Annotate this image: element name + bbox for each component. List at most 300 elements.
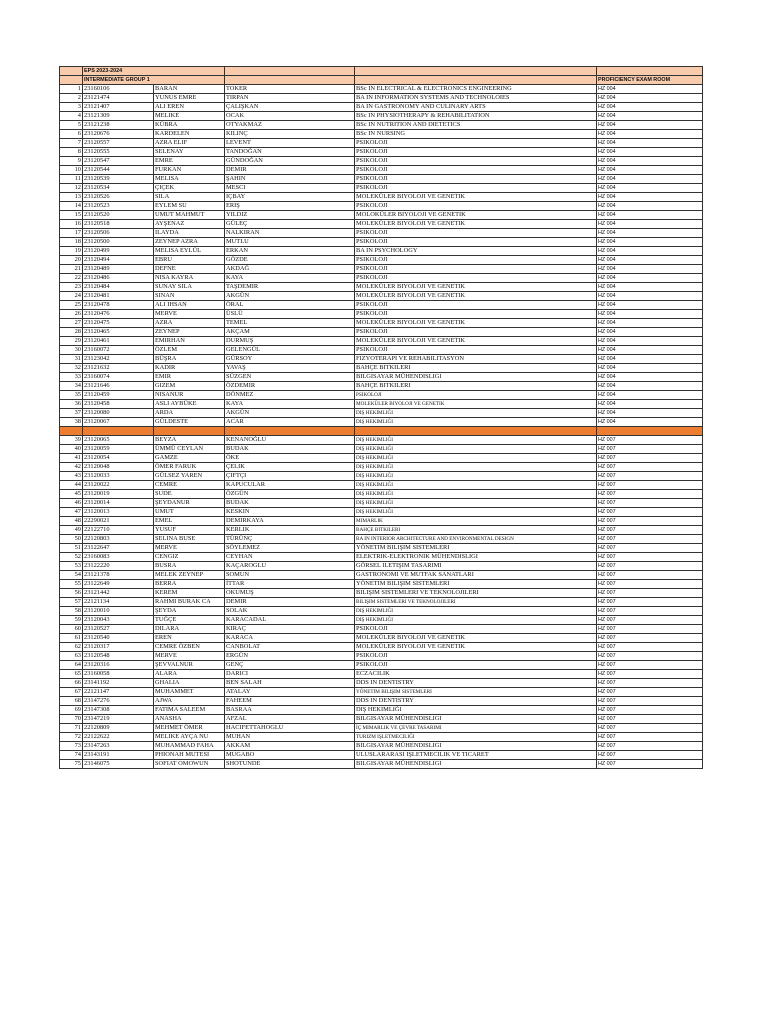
row-number: 50 [60, 535, 83, 544]
exam-room: HZ 004 [597, 103, 703, 112]
table-row [60, 598, 703, 607]
exam-room: HZ 004 [597, 121, 703, 130]
first-name: GIZEM [154, 382, 225, 391]
row-number: 13 [60, 193, 83, 202]
exam-room: HZ 007 [597, 481, 703, 490]
program-name: BAHÇE BITKILERI [355, 526, 597, 535]
table-row [60, 436, 703, 445]
last-name: KERLIK [225, 526, 355, 535]
student-id: 23121238 [83, 121, 154, 130]
student-id: 23120557 [83, 139, 154, 148]
exam-room: HZ 004 [597, 355, 703, 364]
program-name: ELEKTRIK-ELEKTRONIK MÜHENDISLIGI [355, 553, 597, 562]
program-name: PSIKOLOJI [355, 265, 597, 274]
student-id: 22122622 [83, 733, 154, 742]
exam-room: HZ 007 [597, 661, 703, 670]
student-id: 23160058 [83, 670, 154, 679]
student-id: 23120067 [83, 418, 154, 427]
exam-room: HZ 007 [597, 616, 703, 625]
row-number: 71 [60, 724, 83, 733]
program-name: DDS IN DENTISTRY [355, 679, 597, 688]
exam-room: HZ 004 [597, 148, 703, 157]
exam-room: HZ 004 [597, 301, 703, 310]
first-name: GÜLSEZ YAREN [154, 472, 225, 481]
first-name: YUSUF [154, 526, 225, 535]
first-name: EMIR [154, 373, 225, 382]
first-name: FURKAN [154, 166, 225, 175]
student-id: 23121309 [83, 112, 154, 121]
program-name: PSIKOLOJI [355, 661, 597, 670]
first-name: ÜMMÜ CEYLAN [154, 445, 225, 454]
last-name: MUHAN [225, 733, 355, 742]
table-row [60, 112, 703, 121]
last-name: BUDAK [225, 499, 355, 508]
row-number: 32 [60, 364, 83, 373]
program-name: BSc IN NURSING [355, 130, 597, 139]
row-number: 64 [60, 661, 83, 670]
first-name: ALI IHSAN [154, 301, 225, 310]
row-number: 9 [60, 157, 83, 166]
exam-room: HZ 007 [597, 742, 703, 751]
last-name: OCAK [225, 112, 355, 121]
last-name: AKKAM [225, 742, 355, 751]
table-row [60, 337, 703, 346]
row-number: 28 [60, 328, 83, 337]
row-number: 42 [60, 463, 83, 472]
last-name: NALKIRAN [225, 229, 355, 238]
first-name: SUNAY SILA [154, 283, 225, 292]
exam-room: HZ 007 [597, 553, 703, 562]
row-number: 44 [60, 481, 83, 490]
exam-room: HZ 007 [597, 490, 703, 499]
last-name: DARICI [225, 670, 355, 679]
exam-room: HZ 004 [597, 319, 703, 328]
table-row [60, 94, 703, 103]
table-row [60, 310, 703, 319]
exam-room: HZ 007 [597, 715, 703, 724]
student-id: 23143191 [83, 751, 154, 760]
row-number: 75 [60, 760, 83, 769]
exam-room: HZ 004 [597, 193, 703, 202]
first-name: SELENAY [154, 148, 225, 157]
table-row [60, 373, 703, 382]
last-name: SHOTUNDE [225, 760, 355, 769]
program-name: BILGISAYAR MÜHENDISLIGI [355, 742, 597, 751]
last-name: GÖZDE [225, 256, 355, 265]
first-name: BUSRA [154, 562, 225, 571]
row-number: 15 [60, 211, 83, 220]
first-name: ZEYNEP [154, 328, 225, 337]
last-name: GENÇ [225, 661, 355, 670]
table-row [60, 256, 703, 265]
exam-room: HZ 007 [597, 760, 703, 769]
exam-room: HZ 007 [597, 562, 703, 571]
last-name: ÖRAL [225, 301, 355, 310]
table-row [60, 274, 703, 283]
first-name: ARDA [154, 409, 225, 418]
program-name: BA IN INTERIOR ARCHITECTURE AND ENVIRONMENTAL DESIGN [355, 535, 597, 544]
program-name: DIŞ HEKIMLIĞI [355, 472, 597, 481]
table-row [60, 544, 703, 553]
program-name: PSIKOLOJI [355, 328, 597, 337]
program-name: YÖNETIM BILIŞIM SISTEMLERI [355, 688, 597, 697]
program-name: DIŞ HEKIMLIĞI [355, 490, 597, 499]
exam-room: HZ 007 [597, 643, 703, 652]
row-number: 1 [60, 85, 83, 94]
row-number: 19 [60, 247, 83, 256]
student-id: 23120523 [83, 202, 154, 211]
program-name: PSIKOLOJI [355, 391, 597, 400]
program-name: MOLEKÜLER BIYOLOJI VE GENETIK [355, 400, 597, 409]
program-name: TURIZM IŞLETMECILIĞI [355, 733, 597, 742]
student-id: 23120478 [83, 301, 154, 310]
student-id: 23120476 [83, 310, 154, 319]
program-name: DIŞ HEKIMLIĞI [355, 499, 597, 508]
first-name: TUĞÇE [154, 616, 225, 625]
student-id: 22120803 [83, 535, 154, 544]
first-name: DILARA [154, 625, 225, 634]
exam-room: HZ 004 [597, 220, 703, 229]
program-name: BILGISAYAR MÜHENDISLIGI [355, 373, 597, 382]
student-id: 23120486 [83, 274, 154, 283]
row-number: 33 [60, 373, 83, 382]
exam-room: HZ 004 [597, 139, 703, 148]
row-number: 11 [60, 175, 83, 184]
last-name: CANBOLAT [225, 643, 355, 652]
first-name: ILAYDA [154, 229, 225, 238]
first-name: GAMZE [154, 454, 225, 463]
exam-room: HZ 004 [597, 364, 703, 373]
table-row [60, 742, 703, 751]
table-row [60, 472, 703, 481]
last-name: IÇBAY [225, 193, 355, 202]
table-row [60, 697, 703, 706]
row-number: 25 [60, 301, 83, 310]
table-row [60, 463, 703, 472]
row-number: 51 [60, 544, 83, 553]
last-name: AKDAĞ [225, 265, 355, 274]
exam-room: HZ 004 [597, 382, 703, 391]
student-id: 22120809 [83, 724, 154, 733]
program-name: DDS IN DENTISTRY [355, 697, 597, 706]
row-number: 48 [60, 517, 83, 526]
exam-room: HZ 004 [597, 247, 703, 256]
table-row [60, 679, 703, 688]
student-id: 23120475 [83, 319, 154, 328]
last-name: ŞAHIN [225, 175, 355, 184]
table-row [60, 733, 703, 742]
last-name: KARACA [225, 634, 355, 643]
exam-room: HZ 004 [597, 157, 703, 166]
program-name: BSc IN PHYSIOTHERAPY & REHABILITATION [355, 112, 597, 121]
student-id: 23121646 [83, 382, 154, 391]
row-number: 69 [60, 706, 83, 715]
student-id: 23160072 [83, 346, 154, 355]
exam-room: HZ 004 [597, 373, 703, 382]
table-row [60, 175, 703, 184]
table-row [60, 580, 703, 589]
last-name: İTTAR [225, 580, 355, 589]
exam-room: HZ 004 [597, 184, 703, 193]
table-row [60, 535, 703, 544]
last-name: GELENGÜL [225, 346, 355, 355]
program-name: PSIKOLOJI [355, 256, 597, 265]
first-name: RAHMI BURAK CA [154, 598, 225, 607]
last-name: ÇALIŞKAN [225, 103, 355, 112]
program-name: PSIKOLOJI [355, 625, 597, 634]
student-id: 23120555 [83, 148, 154, 157]
header-title-row [60, 67, 703, 76]
program-name: PSIKOLOJI [355, 301, 597, 310]
program-name: DIŞ HEKIMLIĞI [355, 463, 597, 472]
program-name: DIŞ HEKIMLIĞI [355, 508, 597, 517]
last-name: MESCI [225, 184, 355, 193]
last-name: OTYAKMAZ [225, 121, 355, 130]
student-id: 23120548 [83, 652, 154, 661]
table-row [60, 616, 703, 625]
first-name: SOFIAT OMOWUN [154, 760, 225, 769]
first-name: EMEL [154, 517, 225, 526]
first-name: ALI EREN [154, 103, 225, 112]
first-name: ALARA [154, 670, 225, 679]
row-number: 12 [60, 184, 83, 193]
first-name: DEFNE [154, 265, 225, 274]
program-name: PSIKOLOJI [355, 166, 597, 175]
table-row [60, 292, 703, 301]
last-name: KAYA [225, 400, 355, 409]
first-name: AYŞENAZ [154, 220, 225, 229]
first-name: ÇIÇEK [154, 184, 225, 193]
program-name: MOLEKÜLER BIYOLOJI VE GENETIK [355, 337, 597, 346]
row-number: 54 [60, 571, 83, 580]
program-name: DIŞ HEKIMLIĞI [355, 607, 597, 616]
student-id: 23120080 [83, 409, 154, 418]
student-id: 23120316 [83, 661, 154, 670]
last-name: LEVENT [225, 139, 355, 148]
first-name: EREN [154, 634, 225, 643]
table-row [60, 418, 703, 427]
last-name: BUDAK [225, 445, 355, 454]
student-id: 23123042 [83, 355, 154, 364]
first-name: UMUT MAHMUT [154, 211, 225, 220]
group-separator [60, 427, 703, 436]
student-id: 23120539 [83, 175, 154, 184]
row-number: 36 [60, 400, 83, 409]
row-number: 16 [60, 220, 83, 229]
first-name: GHALIA [154, 679, 225, 688]
student-id: 23120506 [83, 229, 154, 238]
first-name: CENGIZ [154, 553, 225, 562]
table-row [60, 355, 703, 364]
table-row [60, 121, 703, 130]
first-name: KARDELEN [154, 130, 225, 139]
exam-room: HZ 007 [597, 454, 703, 463]
last-name: HACIFETTAHOGLU [225, 724, 355, 733]
student-id: 23120459 [83, 391, 154, 400]
table-row [60, 103, 703, 112]
row-number: 21 [60, 265, 83, 274]
exam-room: HZ 007 [597, 670, 703, 679]
table-row [60, 364, 703, 373]
exam-room: HZ 004 [597, 418, 703, 427]
exam-room: HZ 007 [597, 751, 703, 760]
student-id: 23120481 [83, 292, 154, 301]
last-name: TAŞDEMIR [225, 283, 355, 292]
program-name: YÖNETIM BILIŞIM SISTEMLERI [355, 580, 597, 589]
table-row [60, 607, 703, 616]
program-name: BSc IN NUTRITION AND DIETETICS [355, 121, 597, 130]
exam-room: HZ 007 [597, 472, 703, 481]
row-number: 14 [60, 202, 83, 211]
table-row [60, 751, 703, 760]
student-id: 23121378 [83, 571, 154, 580]
table-row [60, 409, 703, 418]
program-name: BA IN GASTRONOMY AND CULINARY ARTS [355, 103, 597, 112]
row-number: 30 [60, 346, 83, 355]
row-number: 39 [60, 436, 83, 445]
row-number: 53 [60, 562, 83, 571]
program-name: PSIKOLOJI [355, 139, 597, 148]
table-row [60, 157, 703, 166]
table-row [60, 499, 703, 508]
row-number: 10 [60, 166, 83, 175]
program-name: PSIKOLOJI [355, 346, 597, 355]
student-id: 23120019 [83, 490, 154, 499]
first-name: SINAN [154, 292, 225, 301]
program-name: DIŞ HEKIMLIĞI [355, 454, 597, 463]
last-name: ÜSLÜ [225, 310, 355, 319]
last-name: AKÇAM [225, 328, 355, 337]
row-number: 18 [60, 238, 83, 247]
student-id: 23120520 [83, 211, 154, 220]
last-name: TEMEL [225, 319, 355, 328]
student-id: 23160083 [83, 553, 154, 562]
table-row [60, 715, 703, 724]
program-name: BA IN PSYCHOLOGY [355, 247, 597, 256]
program-name: PSIKOLOJI [355, 184, 597, 193]
exam-room: HZ 004 [597, 94, 703, 103]
row-number: 43 [60, 472, 83, 481]
program-name: MOLEKÜLER BIYOLOJI VE GENETIK [355, 319, 597, 328]
first-name: EMRE [154, 157, 225, 166]
row-number: 47 [60, 508, 83, 517]
first-name: NISANUR [154, 391, 225, 400]
student-id: 23120010 [83, 607, 154, 616]
exam-room: HZ 004 [597, 274, 703, 283]
last-name: ACAR [225, 418, 355, 427]
last-name: ÇIFTÇI [225, 472, 355, 481]
row-number: 5 [60, 121, 83, 130]
last-name: DURMUŞ [225, 337, 355, 346]
row-number: 31 [60, 355, 83, 364]
student-id: 23121632 [83, 364, 154, 373]
student-id: 23120527 [83, 625, 154, 634]
row-number: 22 [60, 274, 83, 283]
program-name: BAHÇE BITKILERI [355, 382, 597, 391]
exam-room: HZ 007 [597, 517, 703, 526]
exam-room: HZ 004 [597, 130, 703, 139]
student-id: 23120043 [83, 616, 154, 625]
table-row [60, 670, 703, 679]
table-row [60, 400, 703, 409]
last-name: DEMIR [225, 166, 355, 175]
program-name: YÖNETIM BILIŞIM SISTEMLERI [355, 544, 597, 553]
exam-room: HZ 004 [597, 265, 703, 274]
first-name: SELINA BUSE [154, 535, 225, 544]
program-name: PSIKOLOJI [355, 175, 597, 184]
program-name: PSIKOLOJI [355, 274, 597, 283]
student-id: 23120534 [83, 184, 154, 193]
student-id: 23147308 [83, 706, 154, 715]
last-name: CEYHAN [225, 553, 355, 562]
last-name: KESKIN [225, 508, 355, 517]
row-number: 46 [60, 499, 83, 508]
first-name: ŞEYDA [154, 607, 225, 616]
student-id: 23120317 [83, 643, 154, 652]
table-row [60, 526, 703, 535]
exam-room: HZ 007 [597, 445, 703, 454]
student-id: 23120518 [83, 220, 154, 229]
row-number: 45 [60, 490, 83, 499]
student-id: 23160074 [83, 373, 154, 382]
last-name: KAÇAROGLU [225, 562, 355, 571]
student-id: 23120540 [83, 634, 154, 643]
student-id: 23160106 [83, 85, 154, 94]
student-id: 23120014 [83, 499, 154, 508]
table-row [60, 589, 703, 598]
row-number: 58 [60, 607, 83, 616]
program-name: DIŞ HEKIMLIĞI [355, 409, 597, 418]
row-number: 62 [60, 643, 83, 652]
program-name: BILGISAYAR MÜHENDISLIGI [355, 715, 597, 724]
row-number: 68 [60, 697, 83, 706]
last-name: OKUMUŞ [225, 589, 355, 598]
first-name: YUNUS EMRE [154, 94, 225, 103]
program-name: İÇ MIMARLIK VE ÇEVRE TASARIMI [355, 724, 597, 733]
exam-room: HZ 007 [597, 679, 703, 688]
exam-room: HZ 004 [597, 328, 703, 337]
program-name: MOLEKÜLER BIYOLOJI VE GENETIK [355, 283, 597, 292]
first-name: NISA KAYRA [154, 274, 225, 283]
last-name: KIRAÇ [225, 625, 355, 634]
table-row [60, 571, 703, 580]
exam-room: HZ 007 [597, 733, 703, 742]
exam-room: HZ 007 [597, 697, 703, 706]
row-number: 20 [60, 256, 83, 265]
first-name: UMUT [154, 508, 225, 517]
row-number: 29 [60, 337, 83, 346]
last-name: KENANOĞLU [225, 436, 355, 445]
row-number: 6 [60, 130, 83, 139]
exam-room: HZ 007 [597, 589, 703, 598]
program-name: DIŞ HEKIMLIĞI [355, 481, 597, 490]
program-name: PSIKOLOJI [355, 202, 597, 211]
row-number: 27 [60, 319, 83, 328]
last-name: AKGÜN [225, 409, 355, 418]
first-name: MELIKE [154, 112, 225, 121]
exam-room: HZ 004 [597, 229, 703, 238]
program-name: PSIKOLOJI [355, 238, 597, 247]
first-name: ANASHA [154, 715, 225, 724]
row-number: 24 [60, 292, 83, 301]
row-number: 26 [60, 310, 83, 319]
student-id: 23120054 [83, 454, 154, 463]
first-name: CEMRE ÖZBEN [154, 643, 225, 652]
program-name: BILGISAYAR MÜHENDISLIGI [355, 760, 597, 769]
exam-room: HZ 004 [597, 391, 703, 400]
table-row [60, 283, 703, 292]
exam-room: HZ 004 [597, 85, 703, 94]
